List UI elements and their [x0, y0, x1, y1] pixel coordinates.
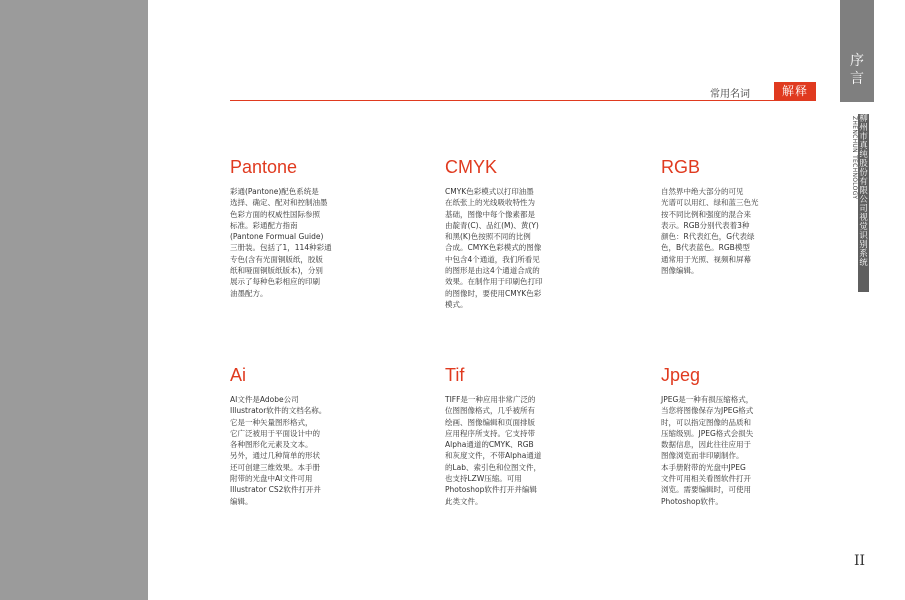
term-tif — [445, 364, 645, 507]
header-badge: 解释 — [774, 82, 816, 101]
term-title: Ai — [230, 365, 247, 385]
term-title: RGB — [661, 157, 701, 177]
term-jpeg — [661, 364, 861, 507]
term-ai — [230, 364, 430, 507]
term-rgb — [661, 156, 861, 276]
header-divider — [230, 100, 814, 101]
header-label: 常用名词 — [710, 89, 750, 100]
term-title: Pantone — [230, 157, 298, 177]
page-number: II — [854, 553, 866, 569]
term-title: Jpeg — [661, 365, 701, 385]
term-description: JPEG是一种有损压缩格式， 当您将图像保存为JPEG格式 时，可以指定图像的品质和 压缩级别。JPEG格式会损失 数据信息，因此往往应用于 图像浏览而非印刷制作。 本手册附带的光盘中JPEG 文件可用相关看图软件打开 浏览。需要编辑时，可使用 Photoshop软件。 — [661, 395, 754, 506]
term-description: 自然界中绝大部分的可见 光谱可以用红、绿和蓝三色光 按不同比例和强度的混合来 表示。RGB分别代表着3种 颜色：R代表红色，G代表绿 色，B代表蓝色。RGB模型 通常用于光照、视频和屏幕 图像编辑。 — [661, 187, 759, 276]
term-pantone — [230, 156, 430, 299]
term-description: 彩通(Pantone)配色系统是 选择、确定、配对和控制油墨 色彩方面的权威性国际参照 标准。彩通配方指南 (Pantone Formual Guide) 三册装。包括了1，114种彩通 专色(含有光面铜版纸，胶版 纸和哑面铜版纸版本)，分别 展示了每种色彩相应的印刷 油墨配方。 — [230, 187, 332, 298]
term-title: CMYK — [445, 157, 498, 177]
term-description: AI文件是Adobe公司 Illustrator软件的文档名称。 它是一种矢量图形格式， 它广泛被用于平面设计中的 各种图形化元素及文本。 另外，通过几种简单的形状 还可创建三维效果。本手册 附带的光盘中AI文件可用 Illustrator CS2软件打开并 编辑。 — [230, 395, 327, 506]
company-name-en: ZHENCHUN TECHNOLOGY — [851, 116, 858, 200]
left-gray-band — [0, 0, 148, 600]
term-description: CMYK色彩模式以打印油墨 在纸张上的光线吸收特性为 基础，图像中每个像素都是 由靛青(C)、品红(M)、黄(Y) 和黑(K)色按照不同的比例 合成。CMYK色彩模式的图像 中包含4个通道，我们所看见 的图形是由这4个通道合成的 效果。在制作用于印刷色打印 的图像时，要使用CMYK色彩 模式。 — [445, 187, 543, 309]
company-name-cn: 柳州市真纯股份有限公司视觉识别系统 — [859, 113, 868, 267]
term-description: TIFF是一种应用非常广泛的 位图图像格式，几乎被所有 绘画、图像编辑和页面排版 应用程序所支持。它支持带 Alpha通道的CMYK、RGB 和灰度文件，不带Alpha通道 的Lab、索引色和位图文件， 也支持LZW压缩。可用 Photoshop软件打开并编辑 此类文件。 — [445, 395, 542, 506]
term-title: Tif — [445, 365, 465, 385]
term-cmyk — [445, 156, 645, 310]
section-tab-label: 序 言 — [850, 53, 864, 87]
section-tab — [840, 0, 874, 102]
